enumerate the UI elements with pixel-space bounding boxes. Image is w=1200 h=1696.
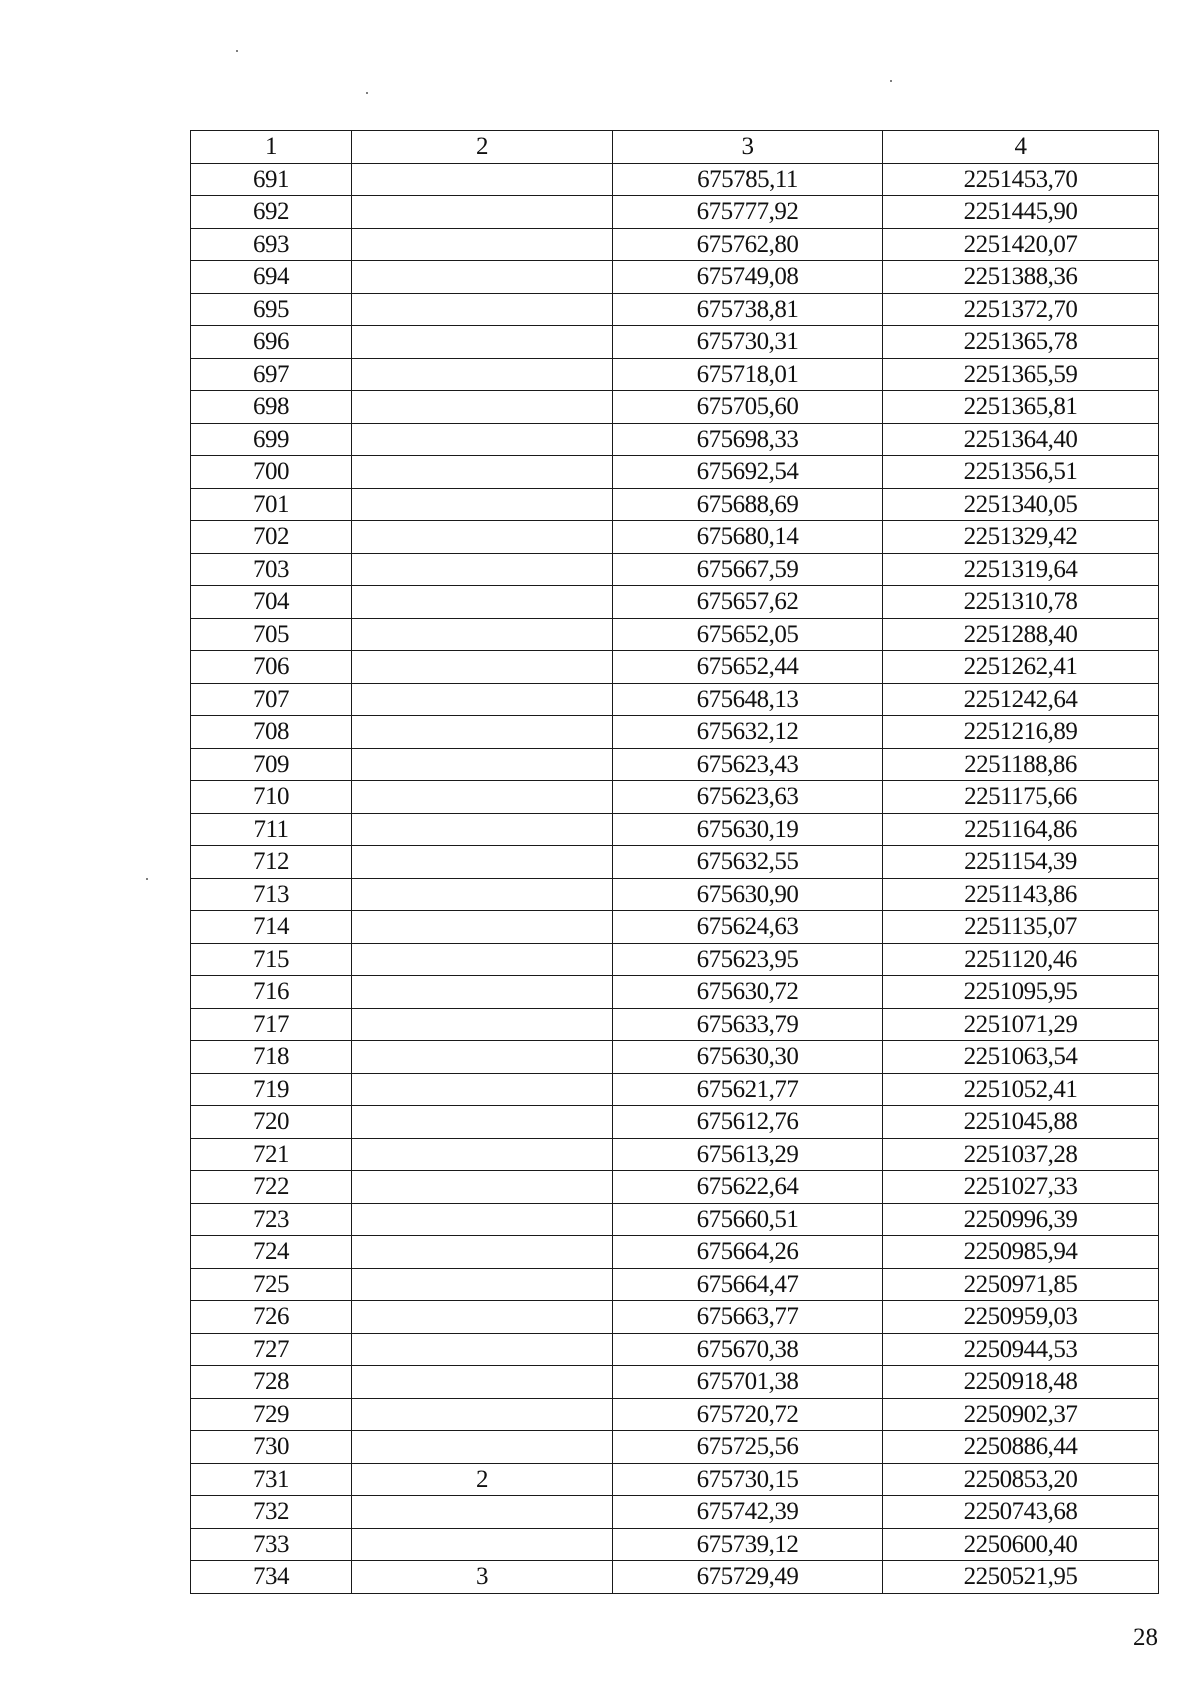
column-2-cell (352, 1171, 613, 1204)
column-2-cell (352, 911, 613, 944)
x-coordinate-cell: 675688,69 (613, 488, 883, 521)
y-coordinate-cell: 2250521,95 (883, 1561, 1159, 1594)
x-coordinate-cell: 675648,13 (613, 683, 883, 716)
point-number-cell: 717 (191, 1008, 352, 1041)
point-number-cell: 721 (191, 1138, 352, 1171)
x-coordinate-cell: 675777,92 (613, 196, 883, 229)
point-number-cell: 704 (191, 586, 352, 619)
y-coordinate-cell: 2251356,51 (883, 456, 1159, 489)
column-2-cell (352, 1203, 613, 1236)
x-coordinate-cell: 675623,63 (613, 781, 883, 814)
y-coordinate-cell: 2251216,89 (883, 716, 1159, 749)
table-row (191, 1138, 1159, 1171)
column-2-cell (352, 748, 613, 781)
x-coordinate-cell: 675612,76 (613, 1106, 883, 1139)
point-number-cell: 729 (191, 1398, 352, 1431)
x-coordinate-cell: 675652,05 (613, 618, 883, 651)
y-coordinate-cell: 2251188,86 (883, 748, 1159, 781)
y-coordinate-cell: 2251037,28 (883, 1138, 1159, 1171)
column-2-cell (352, 423, 613, 456)
y-coordinate-cell: 2251365,59 (883, 358, 1159, 391)
table-row (191, 1528, 1159, 1561)
y-coordinate-cell: 2251071,29 (883, 1008, 1159, 1041)
point-number-cell: 703 (191, 553, 352, 586)
table-row (191, 1268, 1159, 1301)
column-2-cell (352, 1333, 613, 1366)
column-2-cell (352, 1431, 613, 1464)
table-row (191, 1171, 1159, 1204)
point-number-cell: 716 (191, 976, 352, 1009)
table-row (191, 1236, 1159, 1269)
page-number: 28 (1133, 1624, 1158, 1651)
x-coordinate-cell: 675725,56 (613, 1431, 883, 1464)
y-coordinate-cell: 2251365,78 (883, 326, 1159, 359)
y-coordinate-cell: 2250959,03 (883, 1301, 1159, 1334)
point-number-cell: 722 (191, 1171, 352, 1204)
x-coordinate-cell: 675652,44 (613, 651, 883, 684)
point-number-cell: 710 (191, 781, 352, 814)
y-coordinate-cell: 2251135,07 (883, 911, 1159, 944)
table-row (191, 683, 1159, 716)
x-coordinate-cell: 675762,80 (613, 228, 883, 261)
point-number-cell: 711 (191, 813, 352, 846)
point-number-cell: 700 (191, 456, 352, 489)
x-coordinate-cell: 675630,30 (613, 1041, 883, 1074)
y-coordinate-cell: 2251175,66 (883, 781, 1159, 814)
point-number-cell: 708 (191, 716, 352, 749)
x-coordinate-cell: 675657,62 (613, 586, 883, 619)
column-2-cell (352, 878, 613, 911)
x-coordinate-cell: 675720,72 (613, 1398, 883, 1431)
y-coordinate-cell: 2251262,41 (883, 651, 1159, 684)
table-row (191, 846, 1159, 879)
y-coordinate-cell: 2250886,44 (883, 1431, 1159, 1464)
table-row (191, 976, 1159, 1009)
y-coordinate-cell: 2251027,33 (883, 1171, 1159, 1204)
column-2-cell: 2 (352, 1463, 613, 1496)
y-coordinate-cell: 2251319,64 (883, 553, 1159, 586)
x-coordinate-cell: 675667,59 (613, 553, 883, 586)
point-number-cell: 725 (191, 1268, 352, 1301)
table-row (191, 878, 1159, 911)
table-row (191, 943, 1159, 976)
column-2-cell (352, 1008, 613, 1041)
table-row (191, 651, 1159, 684)
table-row (191, 1561, 1159, 1594)
y-coordinate-cell: 2251453,70 (883, 163, 1159, 196)
table-row (191, 813, 1159, 846)
point-number-cell: 727 (191, 1333, 352, 1366)
table-row (191, 358, 1159, 391)
y-coordinate-cell: 2251120,46 (883, 943, 1159, 976)
x-coordinate-cell: 675623,43 (613, 748, 883, 781)
point-number-cell: 730 (191, 1431, 352, 1464)
column-2-cell (352, 1073, 613, 1106)
point-number-cell: 692 (191, 196, 352, 229)
column-2-cell (352, 521, 613, 554)
y-coordinate-cell: 2250600,40 (883, 1528, 1159, 1561)
column-2-cell (352, 976, 613, 1009)
x-coordinate-cell: 675621,77 (613, 1073, 883, 1106)
x-coordinate-cell: 675660,51 (613, 1203, 883, 1236)
x-coordinate-cell: 675663,77 (613, 1301, 883, 1334)
column-2-cell (352, 261, 613, 294)
column-2-cell (352, 1528, 613, 1561)
table-row (191, 1301, 1159, 1334)
x-coordinate-cell: 675729,49 (613, 1561, 883, 1594)
table-row (191, 1333, 1159, 1366)
x-coordinate-cell: 675680,14 (613, 521, 883, 554)
table-row (191, 1008, 1159, 1041)
point-number-cell: 705 (191, 618, 352, 651)
column-2-cell (352, 1041, 613, 1074)
x-coordinate-cell: 675749,08 (613, 261, 883, 294)
table-row (191, 586, 1159, 619)
point-number-cell: 701 (191, 488, 352, 521)
point-number-cell: 712 (191, 846, 352, 879)
y-coordinate-cell: 2251052,41 (883, 1073, 1159, 1106)
table-row (191, 261, 1159, 294)
x-coordinate-cell: 675632,12 (613, 716, 883, 749)
y-coordinate-cell: 2250902,37 (883, 1398, 1159, 1431)
x-coordinate-cell: 675730,31 (613, 326, 883, 359)
y-coordinate-cell: 2251095,95 (883, 976, 1159, 1009)
column-2-cell (352, 326, 613, 359)
column-2-cell (352, 813, 613, 846)
y-coordinate-cell: 2250853,20 (883, 1463, 1159, 1496)
table-row (191, 553, 1159, 586)
y-coordinate-cell: 2251372,70 (883, 293, 1159, 326)
column-2-cell (352, 358, 613, 391)
point-number-cell: 731 (191, 1463, 352, 1496)
table-row (191, 748, 1159, 781)
point-number-cell: 724 (191, 1236, 352, 1269)
column-2-cell (352, 586, 613, 619)
point-number-cell: 728 (191, 1366, 352, 1399)
point-number-cell: 715 (191, 943, 352, 976)
x-coordinate-cell: 675622,64 (613, 1171, 883, 1204)
x-coordinate-cell: 675613,29 (613, 1138, 883, 1171)
column-2-cell (352, 1106, 613, 1139)
coordinates-table (190, 130, 1159, 1594)
x-coordinate-cell: 675692,54 (613, 456, 883, 489)
table-row (191, 1106, 1159, 1139)
column-2-cell (352, 196, 613, 229)
point-number-cell: 694 (191, 261, 352, 294)
point-number-cell: 719 (191, 1073, 352, 1106)
table-row (191, 196, 1159, 229)
y-coordinate-cell: 2251365,81 (883, 391, 1159, 424)
column-2-cell (352, 228, 613, 261)
y-coordinate-cell: 2251310,78 (883, 586, 1159, 619)
x-coordinate-cell: 675698,33 (613, 423, 883, 456)
x-coordinate-cell: 675633,79 (613, 1008, 883, 1041)
point-number-cell: 726 (191, 1301, 352, 1334)
column-2-cell (352, 618, 613, 651)
column-2-cell (352, 716, 613, 749)
y-coordinate-cell: 2251164,86 (883, 813, 1159, 846)
table-body (191, 131, 1159, 1594)
point-number-cell: 709 (191, 748, 352, 781)
table-row (191, 228, 1159, 261)
y-coordinate-cell: 2250918,48 (883, 1366, 1159, 1399)
y-coordinate-cell: 2251420,07 (883, 228, 1159, 261)
point-number-cell: 718 (191, 1041, 352, 1074)
table-row (191, 1041, 1159, 1074)
column-2-cell (352, 163, 613, 196)
point-number-cell: 707 (191, 683, 352, 716)
table-row (191, 618, 1159, 651)
column-2-cell: 3 (352, 1561, 613, 1594)
table-row (191, 391, 1159, 424)
column-2-cell (352, 683, 613, 716)
y-coordinate-cell: 2251288,40 (883, 618, 1159, 651)
table-row (191, 781, 1159, 814)
y-coordinate-cell: 2251445,90 (883, 196, 1159, 229)
x-coordinate-cell: 675670,38 (613, 1333, 883, 1366)
table-row (191, 1203, 1159, 1236)
x-coordinate-cell: 675630,90 (613, 878, 883, 911)
point-number-cell: 706 (191, 651, 352, 684)
table-row (191, 163, 1159, 196)
header-cell-3: 3 (613, 131, 883, 164)
header-cell-4: 4 (883, 131, 1159, 164)
table-row (191, 911, 1159, 944)
y-coordinate-cell: 2250743,68 (883, 1496, 1159, 1529)
x-coordinate-cell: 675630,19 (613, 813, 883, 846)
x-coordinate-cell: 675785,11 (613, 163, 883, 196)
column-2-cell (352, 1301, 613, 1334)
y-coordinate-cell: 2251364,40 (883, 423, 1159, 456)
y-coordinate-cell: 2251045,88 (883, 1106, 1159, 1139)
x-coordinate-cell: 675705,60 (613, 391, 883, 424)
y-coordinate-cell: 2250944,53 (883, 1333, 1159, 1366)
x-coordinate-cell: 675738,81 (613, 293, 883, 326)
x-coordinate-cell: 675630,72 (613, 976, 883, 1009)
x-coordinate-cell: 675730,15 (613, 1463, 883, 1496)
column-2-cell (352, 553, 613, 586)
column-2-cell (352, 781, 613, 814)
table-row (191, 1398, 1159, 1431)
column-2-cell (352, 943, 613, 976)
x-coordinate-cell: 675718,01 (613, 358, 883, 391)
x-coordinate-cell: 675742,39 (613, 1496, 883, 1529)
y-coordinate-cell: 2250971,85 (883, 1268, 1159, 1301)
x-coordinate-cell: 675664,47 (613, 1268, 883, 1301)
column-2-cell (352, 1398, 613, 1431)
table-header-row (191, 131, 1159, 164)
x-coordinate-cell: 675739,12 (613, 1528, 883, 1561)
x-coordinate-cell: 675701,38 (613, 1366, 883, 1399)
header-cell-1: 1 (191, 131, 352, 164)
y-coordinate-cell: 2251143,86 (883, 878, 1159, 911)
point-number-cell: 713 (191, 878, 352, 911)
table-row (191, 1431, 1159, 1464)
table-row (191, 456, 1159, 489)
point-number-cell: 720 (191, 1106, 352, 1139)
column-2-cell (352, 293, 613, 326)
point-number-cell: 734 (191, 1561, 352, 1594)
table-row (191, 1496, 1159, 1529)
column-2-cell (352, 651, 613, 684)
table-row (191, 521, 1159, 554)
table-row (191, 488, 1159, 521)
point-number-cell: 697 (191, 358, 352, 391)
y-coordinate-cell: 2251154,39 (883, 846, 1159, 879)
point-number-cell: 699 (191, 423, 352, 456)
x-coordinate-cell: 675632,55 (613, 846, 883, 879)
point-number-cell: 702 (191, 521, 352, 554)
scan-speck (366, 92, 368, 94)
point-number-cell: 696 (191, 326, 352, 359)
column-2-cell (352, 1366, 613, 1399)
column-2-cell (352, 391, 613, 424)
table-row (191, 1463, 1159, 1496)
column-2-cell (352, 1236, 613, 1269)
table-row (191, 1073, 1159, 1106)
header-cell-2: 2 (352, 131, 613, 164)
y-coordinate-cell: 2250985,94 (883, 1236, 1159, 1269)
column-2-cell (352, 1496, 613, 1529)
column-2-cell (352, 1268, 613, 1301)
x-coordinate-cell: 675664,26 (613, 1236, 883, 1269)
y-coordinate-cell: 2251340,05 (883, 488, 1159, 521)
point-number-cell: 698 (191, 391, 352, 424)
x-coordinate-cell: 675624,63 (613, 911, 883, 944)
table-row (191, 1366, 1159, 1399)
table-row (191, 716, 1159, 749)
y-coordinate-cell: 2251242,64 (883, 683, 1159, 716)
column-2-cell (352, 846, 613, 879)
point-number-cell: 732 (191, 1496, 352, 1529)
table-row (191, 423, 1159, 456)
scan-speck (236, 50, 238, 52)
scan-speck (146, 878, 148, 880)
point-number-cell: 733 (191, 1528, 352, 1561)
point-number-cell: 695 (191, 293, 352, 326)
point-number-cell: 691 (191, 163, 352, 196)
point-number-cell: 714 (191, 911, 352, 944)
x-coordinate-cell: 675623,95 (613, 943, 883, 976)
point-number-cell: 723 (191, 1203, 352, 1236)
column-2-cell (352, 456, 613, 489)
scan-speck (890, 80, 892, 82)
column-2-cell (352, 1138, 613, 1171)
y-coordinate-cell: 2251388,36 (883, 261, 1159, 294)
column-2-cell (352, 488, 613, 521)
y-coordinate-cell: 2250996,39 (883, 1203, 1159, 1236)
y-coordinate-cell: 2251329,42 (883, 521, 1159, 554)
table-row (191, 326, 1159, 359)
point-number-cell: 693 (191, 228, 352, 261)
table-row (191, 293, 1159, 326)
y-coordinate-cell: 2251063,54 (883, 1041, 1159, 1074)
